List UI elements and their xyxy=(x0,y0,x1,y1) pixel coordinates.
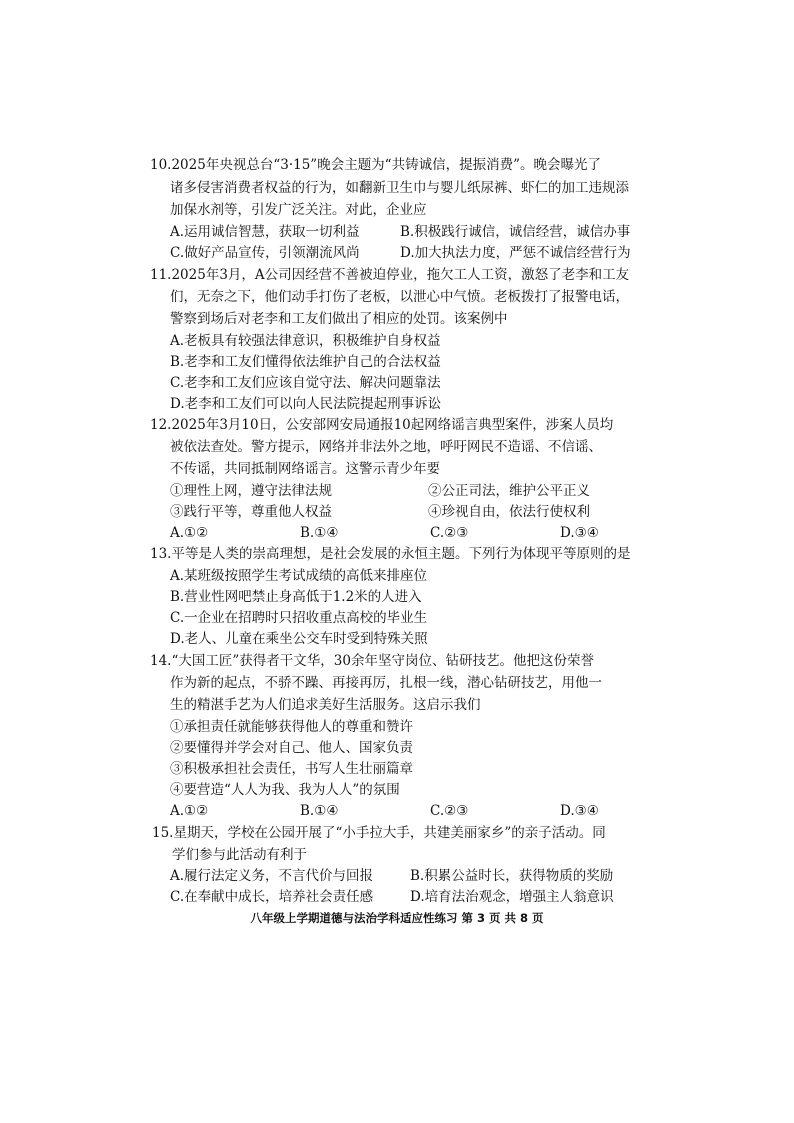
q12-stem-line-2: 被依法查处。警方提示，网络并非法外之地，呼吁网民不造谣、不信谣、 xyxy=(170,439,602,455)
q12-option-a: A.①② xyxy=(170,525,209,541)
q12-item-1: ①理性上网，遵守法律法规 xyxy=(170,483,332,499)
q15-stem-line-2: 学们参与此活动有利于 xyxy=(172,847,307,863)
q13-option-b: B.营业性网吧禁止身高低于1.2米的人进入 xyxy=(170,589,422,605)
q12-item-4: ④珍视自由，依法行使权利 xyxy=(428,504,590,520)
page-footer: 八年级上学期道德与法治学科适应性练习 第 3 页 共 8 页 xyxy=(250,911,544,925)
q11-stem-line-3: 警察到场后对老李和工友们做出了相应的处罚。该案例中 xyxy=(170,311,508,327)
q14-item-2: ②要懂得并学会对自己、他人、国家负责 xyxy=(170,740,413,756)
q14-option-a: A.①② xyxy=(170,803,209,819)
q12-item-2: ②公正司法，维护公平正义 xyxy=(428,483,590,499)
q13-option-c: C.一企业在招聘时只招收重点高校的毕业生 xyxy=(170,610,428,626)
q14-item-3: ③积极承担社会责任，书写人生壮丽篇章 xyxy=(170,761,413,777)
q10-stem-line-3: 加保水剂等，引发广泛关注。对此，企业应 xyxy=(170,202,427,218)
q10-stem-line-1: 10.2025年央视总台“3·15”晚会主题为“共铸诚信，提振消费”。晚会曝光了 xyxy=(150,157,601,173)
q11-option-d: D.老李和工友们可以向人民法院提起刑事诉讼 xyxy=(170,396,442,412)
q14-stem-line-1: 14.“大国工匠”获得者干文华，30余年坚守岗位、钻研技艺。他把这份荣誉 xyxy=(150,653,594,669)
q10-stem-line-2: 诸多侵害消费者权益的行为，如翻新卫生巾与婴儿纸尿裤、虾仁的加工违规添 xyxy=(170,180,629,196)
q15-stem-line-1: 15.星期天，学校在公园开展了“小手拉大手，共建美丽家乡”的亲子活动。同 xyxy=(152,825,606,841)
q11-option-b: B.老李和工友们懂得依法维护自己的合法权益 xyxy=(170,354,441,370)
q12-option-c: C.②③ xyxy=(430,525,469,541)
q14-option-b: B.①④ xyxy=(300,803,339,819)
q13-stem-line-1: 13.平等是人类的崇高理想，是社会发展的永恒主题。下列行为体现平等原则的是 xyxy=(150,546,631,562)
q15-option-c: C.在奉献中成长，培养社会责任感 xyxy=(170,889,374,905)
q14-option-d: D.③④ xyxy=(560,803,599,819)
q12-stem-line-3: 不传谣，共同抵制网络谣言。这警示青少年要 xyxy=(170,461,440,477)
q11-stem-line-2: 们，无奈之下，他们动手打伤了老板，以泄心中气愤。老板拨打了报警电话， xyxy=(170,289,629,305)
q14-item-4: ④要营造“人人为我、我为人人”的氛围 xyxy=(170,782,400,798)
q14-option-c: C.②③ xyxy=(430,803,469,819)
q12-option-b: B.①④ xyxy=(300,525,339,541)
q13-option-a: A.某班级按照学生考试成绩的高低来排座位 xyxy=(170,568,428,584)
q15-option-d: D.培育法治观念，增强主人翁意识 xyxy=(410,889,614,905)
q12-stem-line-1: 12.2025年3月10日，公安部网安局通报10起网络谣言典型案件，涉案人员均 xyxy=(150,417,614,433)
q15-option-a: A.履行法定义务，不言代价与回报 xyxy=(170,868,374,884)
q14-stem-line-2: 作为新的起点，不骄不躁、再接再厉，扎根一线，潜心钻研技艺，用他一 xyxy=(170,675,602,691)
q10-option-a: A.运用诚信智慧，获取一切利益 xyxy=(170,224,360,240)
q12-item-3: ③践行平等，尊重他人权益 xyxy=(170,504,332,520)
q14-item-1: ①承担责任就能够获得他人的尊重和赞许 xyxy=(170,719,413,735)
q10-option-c: C.做好产品宣传，引领潮流风尚 xyxy=(170,245,360,261)
q13-option-d: D.老人、儿童在乘坐公交车时受到特殊关照 xyxy=(170,631,428,647)
q12-option-d: D.③④ xyxy=(560,525,599,541)
q14-stem-line-3: 生的精湛手艺为人们追求美好生活服务。这启示我们 xyxy=(170,697,481,713)
q11-stem-line-1: 11.2025年3月，A公司因经营不善被迫停业，拖欠工人工资，激怒了老李和工友 xyxy=(150,267,630,283)
q11-option-a: A.老板具有较强法律意识，积极维护自身权益 xyxy=(170,333,441,349)
q15-option-b: B.积累公益时长，获得物质的奖励 xyxy=(410,868,614,884)
q10-option-b: B.积极践行诚信，诚信经营，诚信办事 xyxy=(400,224,631,240)
q10-option-d: D.加大执法力度，严惩不诚信经营行为 xyxy=(400,245,631,261)
q11-option-c: C.老李和工友们应该自觉守法、解决问题靠法 xyxy=(170,375,441,391)
